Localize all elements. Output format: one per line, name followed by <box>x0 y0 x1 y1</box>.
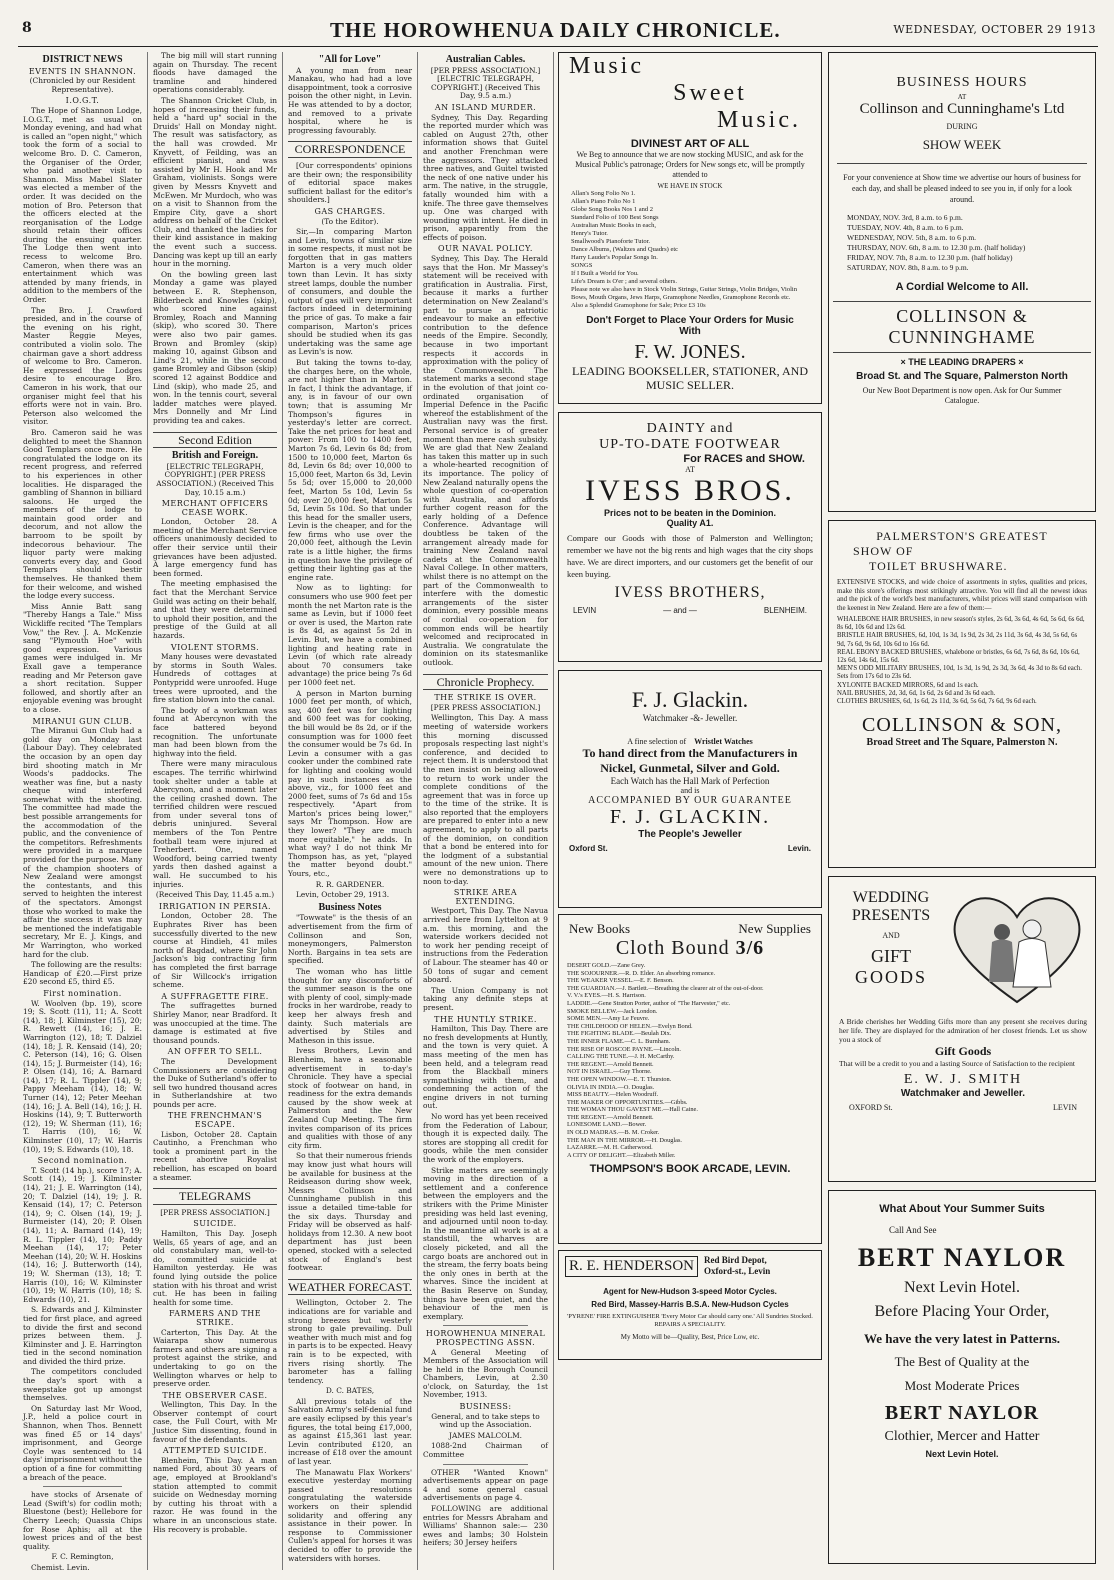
wire-tag: [ELECTRIC TELEGRAPH, COPYRIGHT.] (PER PRESS ASSOCIATION.) (Received This Day, 10.15 a.m.) <box>156 461 274 497</box>
paragraph: On the bowling green last Monday a game was played between E. R. Stephenson, Bilderbeck and Knowles (skip), who scored nine against Bromley, Roach and Manning (skip), who scored 30. There were also two pair games. Brown and Bromley (skip) making 10, against Gibson and Lind's 21, while in the second game Bromley and Gibson (skip) scored 12 against Boddice and Lind (skip), who made 25, and won. In the tennis court, several ladder matches were played. Mrs Donnelly and Mr Lind providing tea and cakes. <box>153 269 277 425</box>
book-title-item: DESERT GOLD.—Zane Grey. <box>567 962 646 969</box>
ad-music-jones <box>558 52 822 404</box>
section-first-nomination: First nomination. <box>43 988 122 998</box>
ad-bert-naylor <box>828 1190 1096 1564</box>
story-heading: STRIKE AREA EXTENDING. <box>453 888 518 906</box>
ad-collinson-son-brushware <box>828 520 1096 868</box>
henderson-street: Oxford-st., Levin <box>704 1266 771 1276</box>
book-title-item: THE CHILDHOOD OF HELEN.—Evelyn Bond. <box>567 1022 693 1030</box>
book-title-item: LONESOME LAND.—Bower. <box>567 1121 647 1129</box>
glackin-line6: ACCOMPANIED BY OUR GUARANTEE <box>588 795 792 806</box>
music-stock-item: Globe Song Books Nos 1 and 2 <box>571 206 653 213</box>
ad-thompsons-books <box>558 914 822 1244</box>
henderson-name: R. E. HENDERSON <box>565 1256 698 1277</box>
wedding-line2: PRESENTS <box>851 907 931 924</box>
naylor-line2: Call And See <box>889 1225 937 1235</box>
paragraph: Sydney, This Day. Regarding the reported murder which was cabled on August 27th, other information shows that Guitel and another Frenchman were the aggressors. They attacked three natives, and Guitel twisted the neck of one native under his arm. The native, in the struggle, fatally wounded him with a knife. The three gave themselves up. One was charged with wounding with intent. He died in prison, apparently from the effects of poison. <box>423 112 548 242</box>
music-stock-item: Allan's Piano Folio No 1 <box>571 198 636 205</box>
events-subheading: EVENTS IN SHANNON. <box>28 66 137 76</box>
chronicle-prophecy-heading: Chronicle Prophecy. <box>423 674 548 691</box>
ivess-line1: DAINTY and <box>646 421 734 436</box>
henderson-line4: Red Bird, Massey-Harris B.S.A. New-Hudson Cycles <box>591 1300 789 1309</box>
ad-wedding-smith <box>828 876 1096 1182</box>
paragraph: The Hope of Shannon Lodge, I.O.G.T., met as usual on Monday evening, and had what is called an "open night," which took the form of a social to welcome Bro. D. C. Cameron, the Organiser of the Order, who paid another visit to Shannon. Miss Mabel Slater was elected a member of the order. It was decided on the motion of Bro. Peterson that the officers elected at the reorganisation of the Lodge should retain their offices during the ensuing quarter. The Lodge then went into recess to welcome Bro. Cameron, when there was an entertainment which was attended by many friends, in addition to the members of the Order. <box>23 105 142 305</box>
paragraph: The big mill will start running again on Thursday. The recent floods have damaged the tramline and hindered operations considerably. <box>153 52 277 95</box>
remington-sig: Chemist. Levin. <box>31 1562 90 1570</box>
page-number: 8 <box>22 20 32 36</box>
story-heading: OUR NAVAL POLICY. <box>438 244 533 254</box>
remington-ad: have stocks of Arsenate of Lead (Swift's) for codlin moth; Bluestone (best); Hellebore for Cherry Leech; Quassia Chips for Rose Aphis; all at the lowest prices and of the best quality. <box>23 1490 142 1551</box>
music-line3: Music. <box>717 107 801 133</box>
brush-line1: PALMERSTON'S GREATEST <box>876 529 1048 543</box>
wire-tag: (Received This Day, 11.45 a.m.) <box>155 890 275 900</box>
paragraph: Lisbon, October 28. Captain Cautinho, a Frenchman who took a prominent part in the recent abortive Royalist rebellion, has escaped on board a steamer. <box>153 1129 277 1182</box>
paragraph: Ivess Brothers, Levin and Blenheim, have a seasonable advertisement in to-day's Chronicle. They have a special stock of footwear on hand, in readiness for the extra demands caused by the show week at Palmerston and the New Zealand Cup Meeting. The firm invites comparison of its prices and qualities with those of any city firm. <box>288 1046 412 1150</box>
brush-body: EXTENSIVE STOCKS, and wide choice of assortments in styles, qualities and prices, make this store's offerings most strikingly attractive. You will find all the newest ideas and the pick of the world's best manufacturers, whilst prices will stand comparison with the keenest in New Zealand. Here are a few of them:— <box>837 578 1087 612</box>
glackin-name: F. J. Glackin. <box>631 687 749 712</box>
paragraph: Sydney, This Day. The Herald says that the Hon. Mr Massey's statement will be received with gratification in Australia. First, because it marks a further determination on New Zealand's part to pursue a patriotic endeavour to make an effective contribution to the defence needs of the Empire. Secondly, because in two important respects it accords in approximation with the policy of the Commonwealth. The statement marks a second stage in the evolution of that joint co-ordinated organisation of Imperial Defence in the Pacific whereof the establishment of the Australian navy was the first. Personal service is of greater moment than mere cash subsidy. We are glad that New Zealand has taken this matter up in such a whole-hearted recognition of its importance. The policy of New Zealand naturally opens the whole question of co-operation with Australia, and affords further cogent reason for the early holding of a Defence Conference. Advantage will doubtless be taken of the arrangement already made for training New Zealand naval cadets at the Commonwealth Naval College. In other matters, whilst there is no attempt on the part of the Commonwealth to interfere with the domestic arrangements of the sister dominion, every possible means of cordial co-operation for common ends will be heartily welcomed and reciprocated in Australia. We congratulate the dominion on its statesmanlike outlook. <box>423 254 548 667</box>
wedding-trade: Watchmaker and Jeweller. <box>900 1088 1026 1099</box>
book-title-item: OLIVIA IN INDIA.—O. Douglas. <box>567 1083 655 1091</box>
paragraph: A person in Marton burning 1000 feet per month, of which, say, 400 feet was for lighting and 600 feet was for cooking, the bill would be 8s 2d, or if the consumption was for 1000 feet the consumer would be 7s 6d. In Levin a consumer with a gas cooker under the combined rate for lighting and cooking would pay in such instances as the above, viz., for 1000 feet and 2000 feet, sums of 7s 6d and 15s respectively. "Apart from Marton's prices being lower," says Mr Thompson. How are they lower? "They are much more equitable," he adds. In what way? I do not think Mr Thompson has, as yet, "played the matter beyond doubt." Yours, etc., <box>288 688 412 879</box>
paragraph: The Development Commissioners are considering the Duke of Sutherland's offer to sell two hundred thousand acres in Sutherlandshire at two pounds per acre. <box>153 1056 277 1109</box>
henderson-line5: 'PYRENE' FIRE EXTINGUISHER 'Every Motor Car should carry one.' All Sundries Stocked. REPAIRS A SPECIALITY. <box>567 1313 813 1328</box>
paragraph: Westport, This Day. The Navua arrived here from Lyttelton at 9 a.m. this morning, and the waterside workers decided not to work her pending receipt of instructions from the Federation of Labour. The steamer has 40 or 50 tons of sugar and cement aboard. <box>423 906 548 985</box>
paragraph: [Our correspondents' opinions are their own; the responsibility of editorial space makes sufficient ballast for the editor's shoulders.] <box>288 160 412 205</box>
story-heading: AN ISLAND MURDER. <box>434 102 537 112</box>
book-title-item: LAZARRE.—M. H. Catherwood. <box>567 1144 653 1152</box>
story-heading: ATTEMPTED SUICIDE. <box>162 1446 268 1456</box>
book-title-item: THE INNER FLAME.—C. L. Burnham. <box>567 1037 671 1045</box>
glackin-line5: and is <box>680 786 700 795</box>
paragraph: All previous totals of the Salvation Army's self-denial fund are easily eclipsed by this year's figures, the total being £17,000, as against £15,361 last year. Levin contributed £120, an increase of £18 over the amount of last year. <box>288 1396 412 1467</box>
brush-item: REAL EBONY BACKED BRUSHES, whalebone or bristles, 6s 6d, 7s 6d, 8s 6d, 10s 6d, 12s 6d, 14s 6d, 15s 6d. <box>837 648 1080 665</box>
cc-hours-item: THURSDAY, NOV. 6th, 8 a.m. to 12.30 p.m. (half holiday) <box>847 243 1026 252</box>
paragraph: T. Scott (14 hp.), score 17; A. Scott (14), 19; J. Kilminster (14), 21; J. E. Warrington (14), 20; T. Dalziel (14), 19; J. R. Kensaid (14), 17; C. Peterson (14), 9; C. Olsen (14), 19; J. Burmeister (14), 20; P. Olsen (14), 11; A. Barnard (14), 19; R. L. Tippler (14), 10; Paddy Meehan (14), 17; Peter Meehan (14), 20; W. H. Hoskins (14), 16; J. Butterworth (14), 19; W. Sherman (13), 18; T. Harris (10), 16; W. Kilminster (10), 19; W. Harris (10), 18; S. Edwards (10), 21. <box>23 1165 142 1304</box>
paragraph: So that their numerous friends may know just what hours will be available for business at the Reidseason during show week, Messrs Collinson and Cunninghame publish in this issue a detailed time-table for the six days. Thursday and Friday will be observed as half-holidays from 12.30. A new boot department has just been opened, stocked with a selected stock of England's best footwear. <box>288 1151 412 1273</box>
brush-line2: SHOW OF <box>853 544 914 558</box>
masthead-rule <box>18 46 1098 47</box>
music-head: DIVINEST ART OF ALL <box>630 138 750 150</box>
naylor-line7: Most Moderate Prices <box>904 1378 1020 1393</box>
paragraph: Wellington, October 2. The indications are for variable and strong breezes but westerly strong to gale prevailing. Dull weather with much mist and fog in parts is to be expected. Heavy rain is to be expected, with rivers rising shortly. The barometer has a falling tendency. <box>288 1298 412 1385</box>
second-edition-heading: Second Edition <box>153 432 277 449</box>
book-title-item: THE REGENT.—Arnold Bennett. <box>567 1060 654 1068</box>
ad-collinson-cunninghame <box>828 52 1096 512</box>
brush-address: Broad Street and The Square, Palmerston N. <box>866 737 1058 749</box>
story-heading: SUICIDE. <box>193 1219 237 1229</box>
brush-item: BRISTLE HAIR BRUSHES, 6d, 10d, 1s 3d, 1s 9d, 2s 3d, 2s 11d, 3s 6d, 4s 3d, 5s 6d, 6s 9d, 7s 6d, 9s 6d, 10s 6d to 16s 6d. <box>837 632 1078 648</box>
letter-signature: R. R. GARDENER. <box>315 879 385 889</box>
wedding-loc2: LEVIN <box>1053 1103 1077 1112</box>
cc-hours-item: FRIDAY, NOV. 7th, 8 a.m. to 12.30 p.m. (half holiday) <box>847 253 1013 262</box>
cc-note: Our New Boot Department is now open. Ask for Our Summer Catalogue. <box>862 386 1062 405</box>
glackin-line4: Each Watch has the Hall Mark of Perfection <box>610 776 770 786</box>
paragraph: Sir,—In comparing Marton and Levin, towns of similar size in some respects, it must not be forgotten that in gas matters Marton is a very much older town than Levin. It has sixty street lamps, double the number of consumers, and double the output of gas will very important factors indeed in determining the price of gas. To make a fair comparison, Marton's prices should be studied when its gas undertaking was the same age as Levin's is now. <box>288 227 412 357</box>
paragraph: There were many miraculous escapes. The terrific whirlwind took shelter under a table at Abercynon, and a moment later the ceiling crashed down. The terrified children were rescued from under several tons of debris uninjured. Several members of the Ton Pentre football team were injured at Treherbert. One, named Woodford, being carried twenty yards then dashed against a wall. He succumbed to his injuries. <box>153 759 277 889</box>
wedding-title <box>841 889 941 988</box>
naylor-name: BERT NAYLOR <box>857 1243 1067 1272</box>
divider <box>43 1486 122 1487</box>
paragraph: The Bro. J. Crawford presided, and in the course of the evening on his right, Master Reggie Meyes, contributed a violin solo. The chairman gave a short address of welcome to Bro. Cameron. He expressed the Lodges desire to encourage Bro. Cameron in his work, that our organiser might feel that his efforts were not in vain. Bro. Peterson also welcomed the visitor. <box>23 305 142 427</box>
wedding-line1: WEDDING <box>852 889 930 906</box>
business-notes-heading: Business Notes <box>318 901 382 913</box>
paragraph: Strike matters are seemingly moving in the direction of a settlement and a conference between the employers and the strikers with the Prime Minister presiding was held last evening, and adjourned until noon to-day. In the meantime all work is at a standstill, the wharves are closely picketed, and all the cargo boats are anchored out in the stream, the ferry boats being the only ones in berth at the wharves. Since the incident at the Basin Reserve on Sunday, things have been quiet, and the behaviour of the men is exemplary. <box>423 1165 548 1321</box>
wedding-loc1: OXFORD St. <box>849 1103 893 1112</box>
books-line1: New Books <box>569 921 631 936</box>
forecast-signature: D. C. BATES, <box>325 1386 375 1396</box>
district-news-heading: DISTRICT NEWS <box>42 54 123 65</box>
cc-address: Broad St. and The Square, Palmerston North <box>856 371 1068 382</box>
cc-name: COLLINSON & CUNNINGHAME <box>833 301 1091 353</box>
music-stock-item: Harry Lauder's Popular Songs In. <box>571 254 658 261</box>
cc-at: AT <box>957 93 967 101</box>
british-foreign-heading: British and Foreign. <box>171 450 259 462</box>
story-heading: FARMERS AND THE STRIKE. <box>168 1309 262 1327</box>
henderson-line6: My Motto will be—Quality, Best, Price Low, etc. <box>620 1333 760 1341</box>
henderson-header <box>559 1251 821 1281</box>
wedding-line3: GIFT <box>871 946 911 966</box>
cc-hours-item: SATURDAY, NOV. 8th, 8 a.m. to 9 p.m. <box>847 263 969 272</box>
masthead <box>0 18 1114 42</box>
books-list <box>559 960 821 1161</box>
paragraph: London, October 28. A meeting of the Merchant Service officers unanimously decided to offer their service until their grievances have been adjusted. A large emergency fund has been formed. <box>153 517 277 578</box>
music-stock-item: SONGS <box>571 262 593 269</box>
ivess-line3: For RACES and SHOW. <box>683 453 805 465</box>
telegrams-heading: TELEGRAMS <box>153 1188 277 1205</box>
brush-item: NAIL BRUSHES, 2d, 3d, 6d, 1s 6d, 2s 6d and 3s 6d each. <box>837 689 996 697</box>
glackin-fine-selection: A fine selection of <box>627 737 687 746</box>
henderson-depot: Red Bird Depot, <box>704 1255 767 1265</box>
ivess-loc2: BLENHEIM. <box>763 606 807 615</box>
story-heading: THE OBSERVER CASE. <box>162 1390 268 1400</box>
paragraph: A young man from near Manakau, who had had a love disappointment, took a corrosive poison the other night, in Levin. He was attended to by a doctor, and removed to a private hospital, where he is progressing favourably. <box>288 65 412 135</box>
brush-item: CLOTHES BRUSHES, 6d, 1s 6d, 2s 11d, 3s 6d, 5s 6d, 7s 6d, 9s 6d each. <box>837 698 1037 706</box>
ad-ivess-bros <box>558 412 822 662</box>
music-stock-item: If I Built a World for You. <box>571 270 639 277</box>
naylor-line9: Next Levin Hotel. <box>925 1449 999 1459</box>
book-title-item: IN OLD MADRAS.—B. M. Croker. <box>567 1129 660 1137</box>
paragraph: The competitors concluded the day's sport with a sweepstake got up amongst themselves. <box>23 1367 142 1403</box>
section-second-nomination: Second nomination. <box>37 1156 128 1166</box>
weather-forecast-heading: WEATHER FORECAST. <box>288 1279 412 1294</box>
music-cta: Don't Forget to Place Your Orders for Music With <box>586 315 794 337</box>
paragraph: London, October 28. The Euphrates River has been successfully diverted to the new course at Hindieh, 41 miles north of Bagdad, where Sir John Jackson's big contracting firm has completed the first barrage of Sir Willcock's irrigation scheme. <box>153 911 277 990</box>
music-stock-item: Australian Music Books in each, <box>571 222 657 229</box>
music-stock-item: Henry's Tutor. <box>571 230 608 237</box>
remington-name: F. C. Remington, <box>51 1552 114 1562</box>
australian-cables-heading: Australian Cables. <box>445 54 526 65</box>
story-heading: A SUFFRAGETTE FIRE. <box>161 991 269 1001</box>
paragraph: OTHER "Wanted Known" advertisements appear on page 4 and some general casual advertisements on page 4. <box>423 1467 548 1503</box>
story-heading: THE STRIKE IS OVER. <box>434 693 537 703</box>
naylor-line3: Next Levin Hotel. <box>904 1279 1020 1296</box>
books-line2: New Supplies <box>738 921 811 936</box>
music-body: We Beg to announce that we are now stocking MUSIC, and ask for the Musical Public's patronage; Orders for New songs etc, will be promptly attended to <box>575 150 805 179</box>
music-stock-item: Also a Splendid Gramophone for Sale; Price £3 10s <box>571 302 706 309</box>
paragraph: A General Meeting of Members of the Association will be held in the Borough Council Chambers, Levin, at 2.30 o'clock, on Saturday, the 1st November, 1913. <box>423 1347 548 1400</box>
paragraph: General, and to take steps to wind up the Association. <box>431 1411 540 1430</box>
glackin-line1 <box>559 737 821 746</box>
glackin-trade: Watchmaker -&- Jeweller. <box>642 713 738 723</box>
book-title-item: THE WEAKER VESSEL.—E. F. Benson. <box>567 977 674 985</box>
cc-hours-item: TUESDAY, NOV. 4th, 8 a.m. to 6 p.m. <box>847 223 964 232</box>
naylor-line1: What About Your Summer Suits <box>879 1203 1045 1215</box>
naylor-line4: Before Placing Your Order, <box>874 1303 1050 1320</box>
paragraph: W. Woolven (bp. 19), score 19; S. Scott (11), 11; A. Scott (14), 18; J. Kilminster (15), 20; R. Rewett (14), 16; J. E. Warrington (12), 18; T. Dalziel (14), 18; J. R. Kensaid (14), 20; C. Peterson (14), 16; G. Olsen (14), 15; J. Burmeister (14), 16; P. Olsen (14), 16; A. Barnard (14), 17; R. L. Tippler (14), 9; Pappy Meeham (14), 18; W. Turner (14), 12; Peter Meehan (14), 16; J. A. Bell (14), 16; J. H. Hoskins (14), 9; T. Butterworth (12), 19; W. Sherman (11), 16; T. Harris (10), 16; W. Kilminster (10), 17; W. Harris (10), 19; S. Edwards (10), 18. <box>23 998 142 1154</box>
brush-item: WHALEBONE HAIR BRUSHES, in new season's styles, 2s 6d, 3s 6d, 4s 6d, 5s 6d, 6s 6d, 8s 6d, 10s 6d and 12s 6d. <box>837 616 1085 632</box>
paragraph: Now as to lighting: for consumers who use 900 feet per month the net Marton rate is the same as Levin, but if 1000 feet or over is used, the Marton rate is 8s 4d, as against 5s 2d in Levin. But, we have a combined lighting and heating rate in Levin (of which rate already about 70 consumers take advantage) the price being 7s 6d per 1000 feet net. <box>288 583 412 687</box>
book-title-item: THE GUARDIAN.—J. Bartlett.—Breathing the clearer air of the out-of-door. <box>567 984 764 992</box>
ad-henderson <box>558 1250 822 1360</box>
paragraph: S. Edwards and J. Kilminster tied for first place, and agreed to divide the first and second prizes between them. J. Kilminster and J. E. Harrington tied in the second nomination and divided the third prize. <box>23 1305 142 1366</box>
cc-line3: SHOW WEEK <box>922 137 1002 152</box>
book-title-item: CALLING THE TUNE.—J. H. McCarthy. <box>567 1053 675 1061</box>
music-line1: Music <box>569 53 644 79</box>
wedding-line4: GOODS <box>854 967 927 987</box>
henderson-address <box>704 1255 770 1277</box>
music-stock-item: Life's Dream is O'er ; and several others. <box>571 278 677 285</box>
paragraph: Many houses were devastated by storms in South Wales. Hundreds of cottages at Pontypridd were unroofed. Huge trees were uprooted, and the fire station blown into the canal. <box>153 652 277 705</box>
story-heading: IRRIGATION IN PERSIA. <box>158 901 272 911</box>
books-seller: THOMPSON'S BOOK ARCADE, LEVIN. <box>589 1163 791 1176</box>
cc-body: For your convenience at Show time we advertise our hours of business for each day, and shall be pleased indeed to see you in, if only for a look around. <box>843 173 1081 204</box>
books-header <box>559 915 821 937</box>
book-title-item: THE SOJOURNER.—R. D. Elder. An absorbing romance. <box>567 969 716 977</box>
wire-tag: [PER PRESS ASSOCIATION.] <box>430 702 541 712</box>
book-title-item: THE FIGHTING BLADE.—Beulah Dix. <box>567 1030 672 1038</box>
paragraph: On Saturday last Mr Wood, J.P., held a police court in Shannon, when Thos. Bennett was fined £5 or 14 days' imprisonment, and George Coyle was sentenced to 14 days' imprisonment without the option of a fine for committing a breach of the peace. <box>23 1403 143 1482</box>
cc-hours-item: WEDNESDAY, NOV. 5th, 8 a.m. to 6 p.m. <box>847 233 977 242</box>
wire-tag: [PER PRESS ASSOCIATION.] <box>160 1207 270 1217</box>
wire-tag: [PER PRESS ASSOCIATION.] [ELECTRIC TELEGRAPH, COPYRIGHT.] (Received This Day, 9.5 a.m.) <box>430 65 541 101</box>
heart-illustration <box>947 887 1087 1007</box>
paragraph: The body of a workman was found at Abercynon with the face battered beyond recognition. The unfortunate man had been blown from the highway into the field. <box>153 705 277 758</box>
column-australian-cables <box>418 52 554 1570</box>
paragraph: Wellington, This Day. In the Observer contempt of court case, the Full Court, with Mr Justice Sim dissenting, found in favour of the defendants. <box>153 1400 277 1444</box>
music-line2: Sweet <box>673 80 747 106</box>
book-title-item: V. V.'s EYES.—H. S. Harrison. <box>567 992 646 1000</box>
ivess-loc1: LEVIN <box>573 606 597 615</box>
brush-item: XYLONITE BACKED MIRRORS, 6d and 1s each. <box>837 681 979 689</box>
paragraph: The following are the results: Handicap of £20.—First prize £20 second £5, third £5. <box>23 960 142 987</box>
wedding-body2: That will be a credit to you and a lasting Source of Satisfaction to the recipient <box>839 1059 1075 1068</box>
music-stock-list <box>559 190 821 310</box>
paragraph: Hamilton, This Day. There are no fresh developments at Huntly, and the town is very quiet. A mass meeting of the men has been held, and a telegram read from the Blackball miners sympathising with them, and condemning the action of the engine drivers in not turning out. <box>423 1024 548 1111</box>
paragraph: The woman who has little thought for any discomforts of the summer season is the one with plenty of cool, simply-made frocks in her wardrobe, ready to keep her always fresh and dainty. Such materials are advertised by Stiles and Matheson in this issue. <box>288 966 412 1045</box>
music-stock-item: Please note we also have in Stock Violin Strings, Guitar Strings, Violin Bridges, Violin Bows, Mouth Organs, Jews Harps, Gramophone Needles, Gramophone Records etc. <box>571 286 797 301</box>
glackin-name2: F. J. GLACKIN. <box>609 806 771 828</box>
issue-date: WEDNESDAY, OCTOBER 29 1913 <box>893 23 1096 36</box>
paragraph: FOLLOWING are additional entries for Messrs Abraham and Williams' Shannon sale:— 230 ewes and lambs; 30 Holstein heifers; 30 Jersey heifers <box>423 1504 548 1548</box>
cc-welcome: A Cordial Welcome to All. <box>895 281 1029 293</box>
wedding-seller-name: E. W. J. SMITH <box>903 1072 1023 1087</box>
section-gun-club: MIRANUI GUN CLUB. <box>32 716 133 726</box>
story-heading: BUSINESS: <box>459 1402 512 1412</box>
music-seller-name: F. W. JONES. <box>634 341 746 363</box>
book-title-item: THE MAKER OF OPPORTUNITIES.—Gibbs. <box>567 1098 688 1106</box>
glackin-line2: To hand direct from the Manufacturers in <box>582 746 798 760</box>
paragraph: Bro. Cameron said he was delighted to meet the Shannon Good Templars once more. He congratulated the lodge on its recent progress, and referred to his experiences in other localities. He disparaged the gambling of Shannon in billiard saloons. He urged the members of the lodge to maintain good order and decorum, and not allow the barroom to be spoilt by indecorous behaviour. The liquor party were making converts every day, and Good Templars should bestir themselves. He thanked them for their welcome, and wished the lodge every success. <box>23 427 142 601</box>
books-cloth-bound: Cloth Bound <box>615 937 730 959</box>
naylor-line8: Clothier, Mercer and Hatter <box>884 1429 1040 1444</box>
divider <box>443 1464 528 1465</box>
paragraph: The Shannon Cricket Club, in hopes of increasing their funds, held a "hard up" social in the Druids' Hall on Monday night. The result was satisfactory, as the hall was crowded. Mr Knyvett, of Feilding, was an efficient pianist, and was assisted by Mr H. Hook and Mr Graham, violinists. Songs were given by Messrs Knyvett and McEwen. Mr Murdoch, who was on a visit to Shannon from the Empire City, gave a short address on behalf of the Cricket Club, and thanked the ladies for their kind assistance in making the event such a success. Dancing was kept up till an early hour in the morning. <box>153 95 277 269</box>
ivess-at: AT <box>685 465 695 474</box>
book-title-item: THE MAN IN THE MIRROR.—H. Douglas. <box>567 1136 682 1144</box>
books-price: 3/6 <box>735 937 765 959</box>
paragraph: Carterton, This Day. At the Waiarapa show numerous farmers and others are signing a protest against the strike, and undertaking to go on the Wellington wharves or help to preserve order. <box>153 1327 277 1389</box>
story-heading: MERCHANT OFFICERS CEASE WORK. <box>161 499 269 517</box>
ivess-and: — and — <box>663 606 697 615</box>
credit-line: (Chronicled by our Resident Representative). <box>29 76 136 94</box>
wedding-locations <box>829 1099 1096 1116</box>
naylor-line6: The Best of Quality at the <box>894 1354 1030 1369</box>
story-heading: GAS CHARGES. <box>314 206 386 216</box>
book-title-item: MISS BEAUTY.—Helen Woodruff. <box>567 1091 659 1099</box>
cc-tag: × THE LEADING DRAPERS × <box>900 357 1024 367</box>
cc-line2: Collinson and Cunninghame's Ltd <box>859 101 1065 117</box>
ivess-line2: UP-TO-DATE FOOTWEAR <box>599 437 781 452</box>
story-heading: AN OFFER TO SELL. <box>167 1047 263 1057</box>
paragraph: The Manawatu Flax Workers' executive yesterday morning passed resolutions congratulating the waterside workers on their splendid solidarity and offering any assistance in their power. In response to Commissioner Cullen's appeal for horses it was decided to offer to provide the watersiders with horses. <box>288 1467 412 1563</box>
naylor-line5: We have the very latest in Patterns. <box>863 1331 1061 1346</box>
divider <box>443 1325 528 1326</box>
glackin-wristlet: Wristlet Watches <box>694 737 753 746</box>
book-title-item: SMOKE BELLEW.—Jack London. <box>567 1007 658 1015</box>
ivess-name: IVESS BROS. <box>585 474 795 507</box>
column-second-edition <box>148 52 283 1570</box>
brush-item: MEN'S ODD MILITARY BRUSHES, 10d, 1s 3d, 1s 9d, 2s 3d, 3s 6d, 4s 3d to 8s 6d each. Sets from 17s 6d to 23s 6d. <box>837 665 1082 681</box>
naylor-name2: BERT NAYLOR <box>884 1402 1040 1424</box>
column-correspondence <box>283 52 418 1570</box>
to-editor: (To the Editor). <box>321 216 379 226</box>
glackin-line7: The People's Jeweller <box>638 829 742 840</box>
paragraph: "Towwate" is the thesis of an advertisement from the firm of Collinson and Son, moneymongers, Palmerston North. Bargains in tea sets are specified. <box>288 913 412 966</box>
paragraph: Hamilton, This Day. Joseph Wells, 65 years of age, and an old constabulary man, well-to-do, committed suicide at Hamilton yesterday. He was found lying outside the police station with his throat and wrist cut. He has been in failing health for some time. <box>153 1229 277 1307</box>
story-heading: VIOLENT STORMS. <box>170 642 260 652</box>
glackin-loc1: Oxford St. <box>569 844 608 853</box>
notice-signature: JAMES MALCOLM. <box>448 1430 523 1440</box>
ivess-line5: Quality A1. <box>666 518 714 528</box>
music-stock-item: Dance Albums, (Waltzes and Quadrs) etc <box>571 246 679 253</box>
cc-hours-list <box>829 213 1095 273</box>
paragraph: The Miranui Gun Club had a gold day on Monday last (Labour Day). They celebrated the occasion by an open day bird shooting match in Mr Woods's paddocks. The weather was fine, but a nasty cheque wind interfered somewhat with the shooting. The committee had made the best possible arrangements for the accommodation of the public, and the convenience of the competitors. Refreshments were provided in a marquee provided for the purpose. Many of the champion shooters of New Zealand were amongst the contestants, and this served to heighten the interest of the spectators. Amongst those who worked to make the affair the success it was may be mentioned the indefatigable secretary, Mr E. J. Kings, and Mr Warrington, who worked hard for the club. <box>23 726 142 959</box>
book-title-item: A CITY OF DELIGHT.—Elizabeth Miller. <box>567 1151 676 1159</box>
story-heading: THE HUNTLY STRIKE. <box>434 1014 537 1024</box>
all-for-love-heading: "All for Love" <box>318 54 382 65</box>
cc-line1: BUSINESS HOURS <box>896 75 1028 90</box>
ivess-body: Compare our Goods with those of Palmerston and Wellington; remember we have not the big rents and high wages that the city shops have. We are direct importers, and our customers get the benefit of our keen buying. <box>567 533 813 579</box>
wedding-body: A Bride cherishes her Wedding Gifts more than any present she receives during her life. They are displayed for the admiration of her closest friends. Let us show you a stock of <box>839 1017 1087 1044</box>
wedding-and: AND <box>882 931 900 940</box>
book-title-item: THE REGENT.—Arnold Bennett. <box>567 1113 654 1121</box>
book-title-item: THE OPEN WINDOW.—E. T. Thurston. <box>567 1075 672 1083</box>
brush-list <box>829 616 1095 706</box>
correspondence-heading: CORRESPONDENCE <box>288 141 412 158</box>
books-cloth <box>559 937 821 960</box>
ad-glackin <box>558 670 822 908</box>
music-stock-item: Allan's Song Folio No 1. <box>571 190 636 197</box>
brush-line3: TOILET BRUSHWARE. <box>869 559 1008 573</box>
glackin-loc2: Levin. <box>787 844 811 853</box>
notice-chairman: 1088-2nd Chairman of Committee <box>423 1441 548 1460</box>
music-in-stock: WE HAVE IN STOCK <box>657 182 723 190</box>
wedding-gift-goods: Gift Goods <box>934 1044 992 1058</box>
story-heading: HOROWHENUA MINERAL PROSPECTING ASSN. <box>425 1329 546 1347</box>
book-title-item: SOME MEN.—Amy Le Feuvre. <box>567 1015 650 1023</box>
section-iogt: I.O.G.T. <box>65 96 100 106</box>
paragraph: No word has yet been received from the Federation of Labour, though it is expected daily. The stores are stopping all credit for goods, while the men consider the work of the employers. <box>423 1112 548 1165</box>
column-district-news <box>18 52 148 1570</box>
ivess-line4: Prices not to be beaten in the Dominion. <box>603 508 776 518</box>
ivess-name2: IVESS BROTHERS, <box>614 584 766 601</box>
paragraph: The Union Company is not taking any definite steps at present. <box>423 985 548 1012</box>
paragraph: But taking the towns to-day, the charges here, on the whole, are not higher than in Marton. In fact, I think the advantage, if any, is in favour of our own town; that is assuming Mr Thompson's figures in yesterday's letter are correct. Take the net prices for heat and power: From 100 to 1400 feet, Marton 7s 6d, Levin 6s 8d; from 1500 to 10,000 feet, Marton 6s 8d, Levin 6s 8d; over 10,000 to 15,000 feet, Marton 6s 3d, Levin 5s 5d; over 15,000 to 20,000 feet, Marton 5s 10d, Levin 5s 0d; over 20,000 feet, Marton 5s 5d, Levin 5s 10d. So that under this head for the smaller users, Levin is the cheaper, and for the few firms who use over the 20,000 feet, although the Levin rate is a little higher, the firms in question have the privilege of getting their lighting gas at the engine rate. <box>288 358 412 582</box>
story-heading: THE FRENCHMAN'S ESCAPE. <box>167 1111 263 1130</box>
newspaper-title: THE HOROWHENUA DAILY CHRONICLE. <box>330 18 781 42</box>
book-title-item: THE RISE OF ROSCOE PAYNE.—Lincoln. <box>567 1045 681 1053</box>
music-stock-item: Smallwood's Pianoforte Tutor. <box>571 238 650 245</box>
brush-seller-name: COLLINSON & SON, <box>862 714 1062 737</box>
music-seller-trade: LEADING BOOKSELLER, STATIONER, AND MUSIC SELLER. <box>571 364 809 392</box>
paragraph: Miss Annie Batt sang "Thereby Hangs a Tale." Miss Wickliffe recited "The Templars Vow," the Rev. J. A. McKenzie sang "Plymouth Hoe" with good expression. Various games were indulged in. Mr Exall gave a temperance reading and Mr Peterson gave a short recitation. Supper followed, and shortly after an enjoyable evening was brought to a close. <box>23 601 142 714</box>
cc-during: DURING <box>946 122 978 131</box>
paragraph: The meeting emphasised the fact that the Merchant Service Guild was acting on their behalf, and that they were determined to uphold their position, and the prestige of the Guild at all hazards. <box>153 579 277 640</box>
glackin-line3: Nickel, Gunmetal, Silver and Gold. <box>600 761 780 775</box>
book-title-item: LADDIE.—Gene Stratton Porter, author of "The Harvester," etc. <box>567 999 731 1007</box>
paragraph: Wellington, This Day. A mass meeting of waterside workers this morning discussed proposals respecting last night's conference, and decided to reject them. It is understood that the men insist on being allowed to return to work under the complete conditions of the agreement that was in force up to the time of the strike. It is also reported that the employers are prepared to enter into a new agreement, to apply to all parts of the dominion, on condition that a bond be entered into for the lodgment of a substantial amount of the new union. There were no demonstrations up to noon to-day. <box>423 713 548 886</box>
paragraph: Blenheim, This Day. A man named Ford, about 30 years of age, employed at Brookland's station attempted to commit suicide on Wednesday morning by cutting his throat with a razor. He was found in the whare in an unconscious state. His recovery is probable. <box>153 1455 277 1534</box>
music-stock-item: Standard Folio of 100 Best Songs <box>571 214 659 221</box>
book-title-item: NOT IN ISRAEL.—Guy Thorne. <box>567 1068 652 1076</box>
glackin-locations <box>559 840 821 857</box>
book-title-item: THE WOMAN THOU GAVEST ME.—Hall Caine. <box>567 1106 698 1114</box>
ivess-locations <box>559 602 821 619</box>
henderson-line3: Agent for New-Hudson 3-speed Motor Cycles. <box>603 1287 777 1296</box>
paragraph: The suffragettes burned Shirley Manor, near Bradford. It was unoccupied at the time. The damage is estimated at five thousand pounds. <box>153 1001 277 1045</box>
cc-hours-item: MONDAY, NOV. 3rd, 8 a.m. to 6 p.m. <box>847 213 963 222</box>
letter-dateline: Levin, October 29, 1913. <box>296 890 390 900</box>
